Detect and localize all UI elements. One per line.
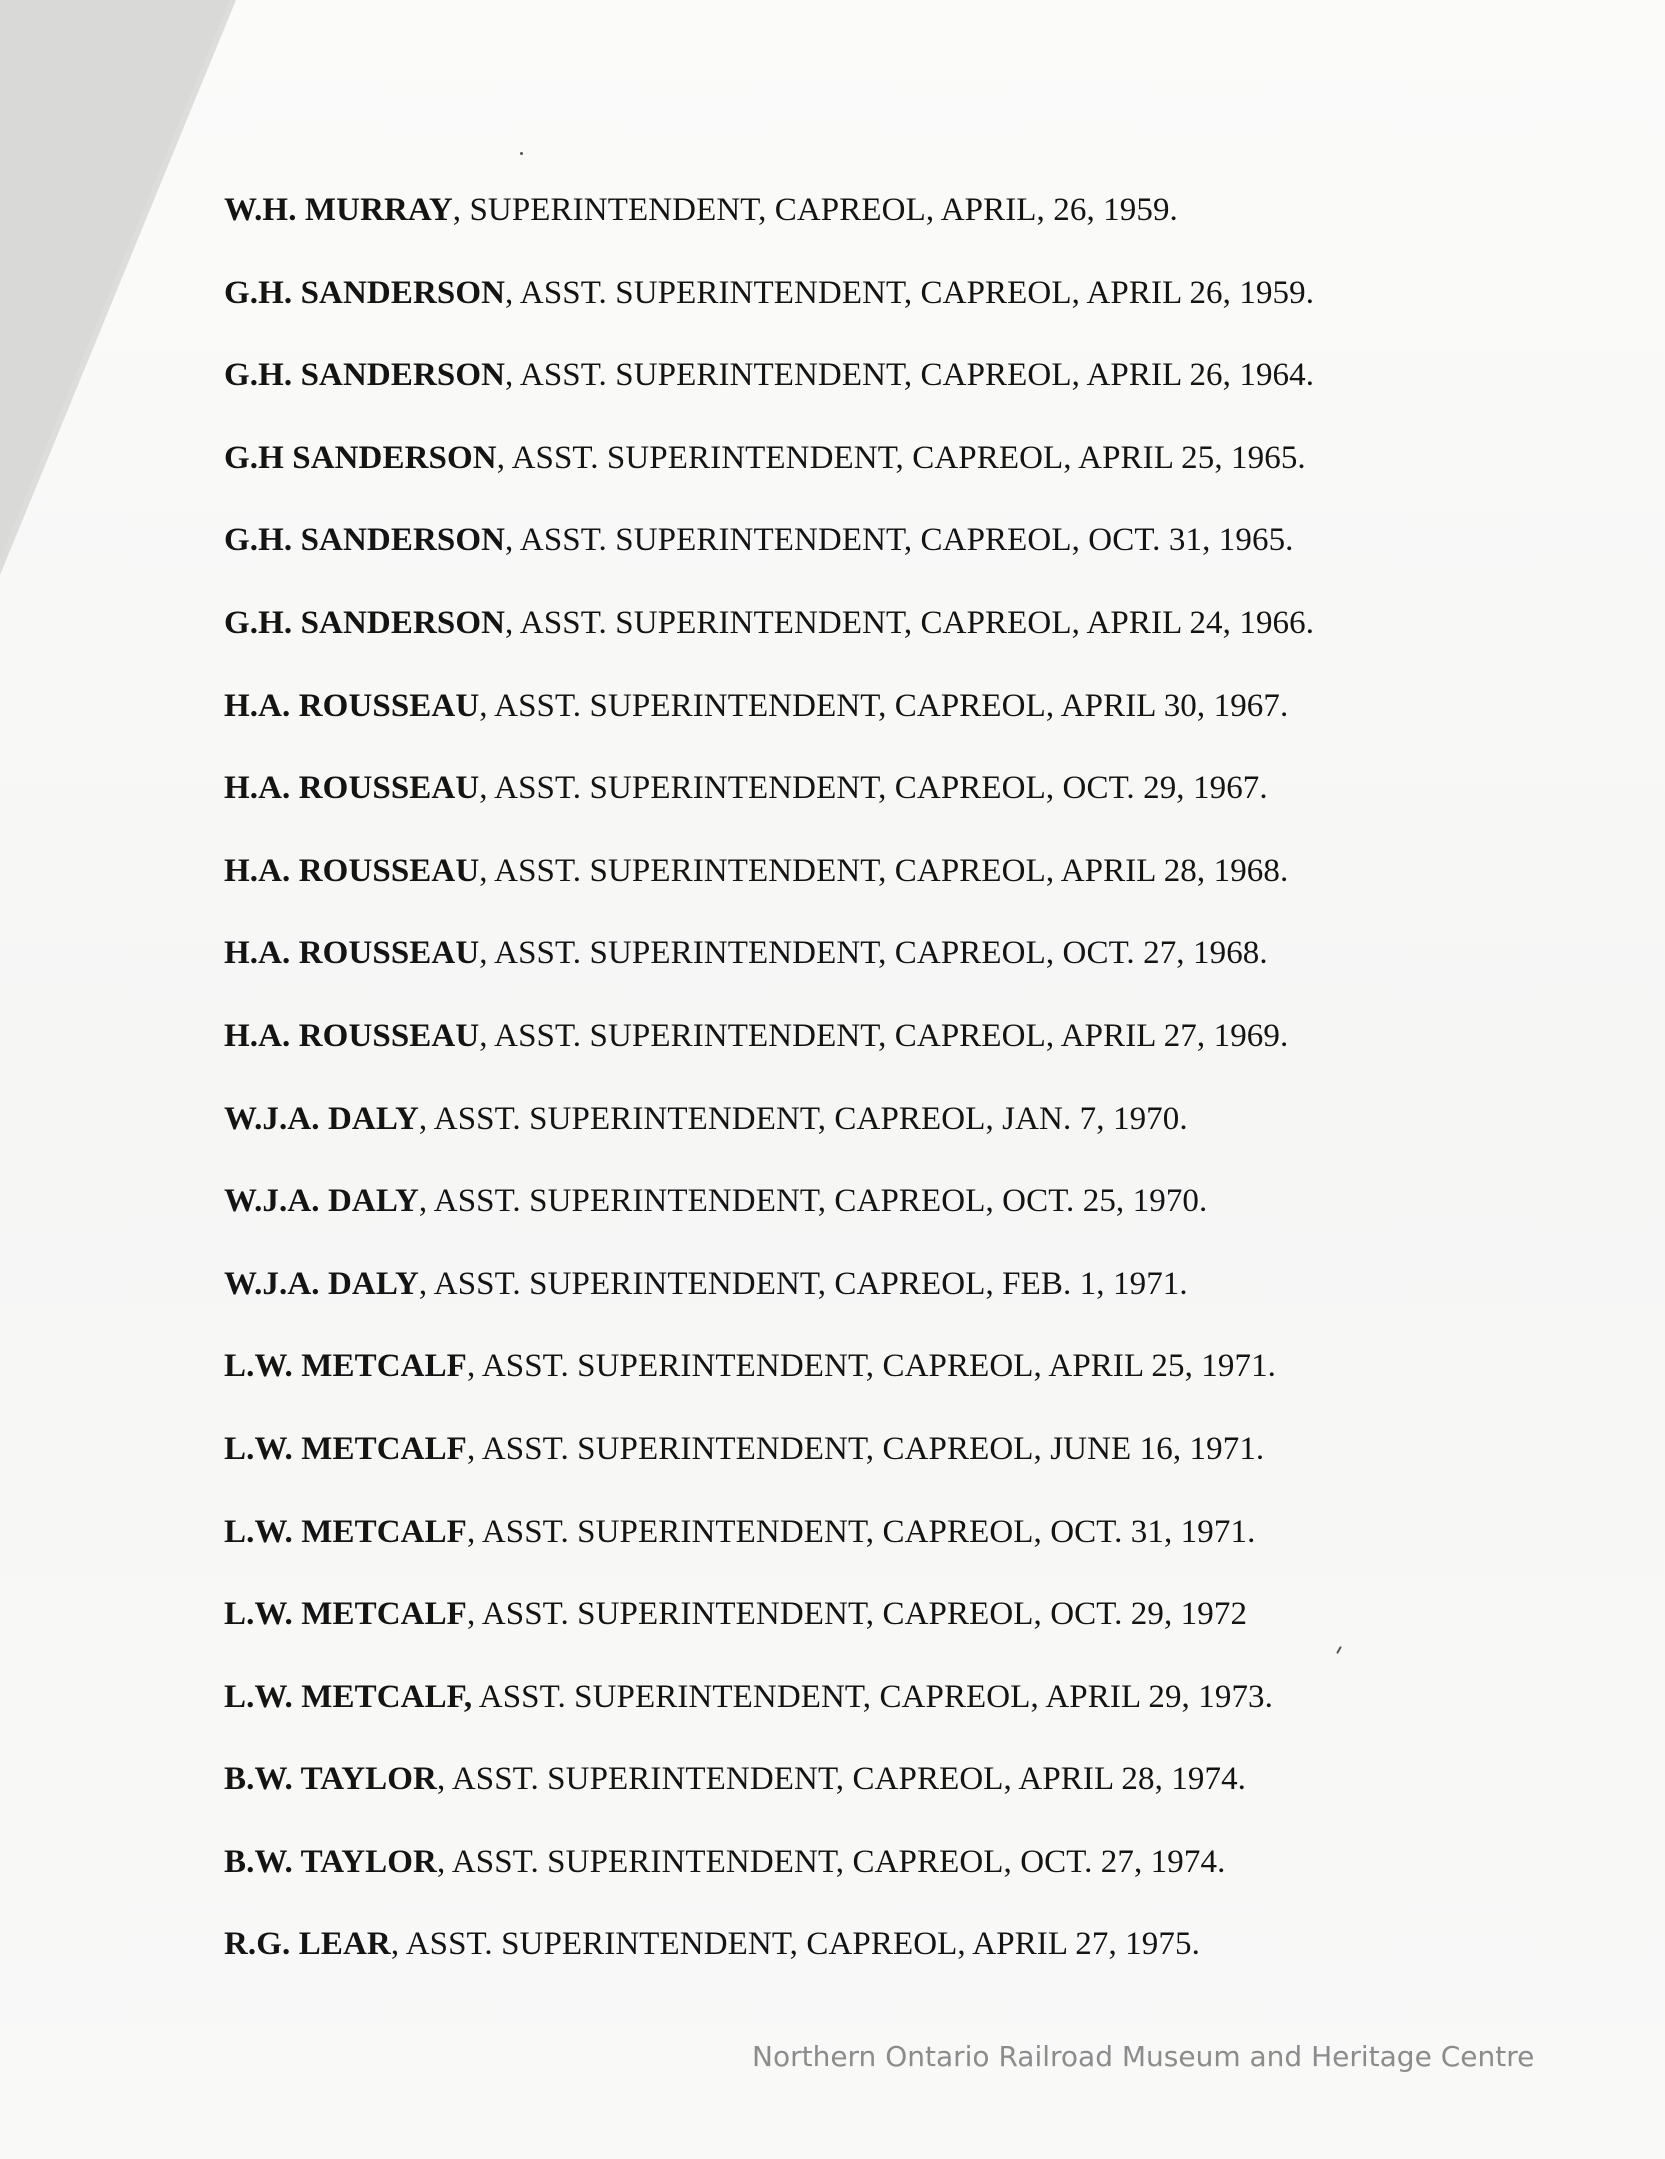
entry-detail: , ASST. SUPERINTENDENT, CAPREOL, FEB. 1, 1971. bbox=[418, 1265, 1188, 1302]
entry-detail: , ASST. SUPERINTENDENT, CAPREOL, OCT. 29, 1967. bbox=[479, 770, 1268, 807]
list-item bbox=[224, 1006, 1524, 1089]
list-item bbox=[224, 1089, 1524, 1172]
entry-detail: , ASST. SUPERINTENDENT, CAPREOL, JAN. 7, 1970. bbox=[418, 1100, 1188, 1137]
entry-detail: , ASST. SUPERINTENDENT, CAPREOL, APRIL 28, 1974. bbox=[436, 1761, 1247, 1798]
entry-detail: , ASST. SUPERINTENDENT, CAPREOL, APRIL 25, 1971. bbox=[466, 1348, 1277, 1385]
entry-name: H.A. ROUSSEAU bbox=[224, 770, 480, 807]
entry-name: G.H. SANDERSON bbox=[224, 274, 506, 311]
list-item bbox=[224, 1667, 1524, 1750]
entry-detail: ASST. SUPERINTENDENT, CAPREOL, APRIL 29, 1973. bbox=[472, 1678, 1273, 1715]
entry-name: B.W. TAYLOR bbox=[224, 1761, 437, 1798]
entry-detail: , ASST. SUPERINTENDENT, CAPREOL, APRIL 27, 1969. bbox=[479, 1017, 1289, 1054]
scan-speck bbox=[520, 152, 523, 155]
entry-detail: , ASST. SUPERINTENDENT, CAPREOL, OCT. 27, 1968. bbox=[479, 935, 1268, 972]
entry-name: B.W. TAYLOR bbox=[224, 1843, 437, 1880]
list-item bbox=[224, 1336, 1524, 1419]
entry-name: G.H. SANDERSON bbox=[224, 357, 506, 394]
entry-name: H.A. ROUSSEAU bbox=[224, 935, 480, 972]
entry-name: L.W. METCALF, bbox=[224, 1678, 473, 1715]
entry-detail: , ASST. SUPERINTENDENT, CAPREOL, OCT. 31, 1971. bbox=[466, 1513, 1256, 1550]
list-item bbox=[224, 1502, 1524, 1585]
entry-detail: , SUPERINTENDENT, CAPREOL, APRIL, 26, 1959. bbox=[452, 192, 1178, 228]
list-item bbox=[224, 841, 1524, 924]
entry-detail: , ASST. SUPERINTENDENT, CAPREOL, OCT. 31, 1965. bbox=[505, 522, 1294, 559]
list-item bbox=[224, 263, 1524, 346]
entry-name: L.W. METCALF bbox=[224, 1596, 467, 1633]
entry-name: H.A. ROUSSEAU bbox=[224, 687, 480, 724]
list-item bbox=[224, 345, 1524, 428]
list-item bbox=[224, 1419, 1524, 1502]
list-item bbox=[224, 428, 1524, 511]
list-item bbox=[224, 758, 1524, 841]
entry-detail: , ASST. SUPERINTENDENT, CAPREOL, OCT. 27, 1974. bbox=[436, 1843, 1226, 1880]
entry-name: H.A. ROUSSEAU bbox=[224, 1017, 480, 1054]
list-item bbox=[224, 1254, 1524, 1337]
entry-name: G.H. SANDERSON bbox=[224, 522, 506, 559]
entry-detail: , ASST. SUPERINTENDENT, CAPREOL, APRIL 26, 1959. bbox=[505, 274, 1315, 311]
list-item bbox=[224, 180, 1524, 263]
entry-name: W.H. MURRAY bbox=[224, 192, 453, 228]
list-item bbox=[224, 593, 1524, 676]
entry-detail: , ASST. SUPERINTENDENT, CAPREOL, OCT. 29, 1972 bbox=[466, 1596, 1248, 1633]
entry-detail: , ASST. SUPERINTENDENT, CAPREOL, APRIL 27, 1975. bbox=[390, 1926, 1200, 1963]
list-item bbox=[224, 1832, 1524, 1915]
entry-name: G.H SANDERSON bbox=[224, 439, 497, 476]
entry-name: G.H. SANDERSON bbox=[224, 604, 506, 641]
entry-detail: , ASST. SUPERINTENDENT, CAPREOL, OCT. 25, 1970. bbox=[418, 1183, 1208, 1220]
entry-name: L.W. METCALF bbox=[224, 1513, 467, 1550]
entry-name: W.J.A. DALY bbox=[224, 1100, 419, 1137]
list-item bbox=[224, 1749, 1524, 1832]
list-item bbox=[224, 676, 1524, 759]
museum-credit-watermark: Northern Ontario Railroad Museum and Heritage Centre bbox=[752, 2040, 1535, 2073]
entry-name: L.W. METCALF bbox=[224, 1348, 467, 1385]
list-item bbox=[224, 923, 1524, 1006]
list-item bbox=[224, 1584, 1524, 1667]
list-item bbox=[224, 1914, 1524, 1997]
entry-detail: , ASST. SUPERINTENDENT, CAPREOL, JUNE 16, 1971. bbox=[466, 1430, 1265, 1467]
entry-name: W.J.A. DALY bbox=[224, 1265, 419, 1302]
entry-detail: , ASST. SUPERINTENDENT, CAPREOL, APRIL 26, 1964. bbox=[505, 357, 1315, 394]
entry-detail: , ASST. SUPERINTENDENT, CAPREOL, APRIL 24, 1966. bbox=[505, 604, 1315, 641]
list-item bbox=[224, 1171, 1524, 1254]
entry-detail: , ASST. SUPERINTENDENT, CAPREOL, APRIL 30, 1967. bbox=[479, 687, 1289, 724]
entry-name: R.G. LEAR bbox=[224, 1926, 391, 1963]
entry-name: W.J.A. DALY bbox=[224, 1183, 419, 1220]
entry-name: H.A. ROUSSEAU bbox=[224, 852, 480, 889]
list-item bbox=[224, 510, 1524, 593]
entry-detail: , ASST. SUPERINTENDENT, CAPREOL, APRIL 28, 1968. bbox=[479, 852, 1289, 889]
superintendent-list bbox=[224, 180, 1524, 1997]
entry-name: L.W. METCALF bbox=[224, 1430, 467, 1467]
entry-detail: , ASST. SUPERINTENDENT, CAPREOL, APRIL 25, 1965. bbox=[496, 439, 1306, 476]
